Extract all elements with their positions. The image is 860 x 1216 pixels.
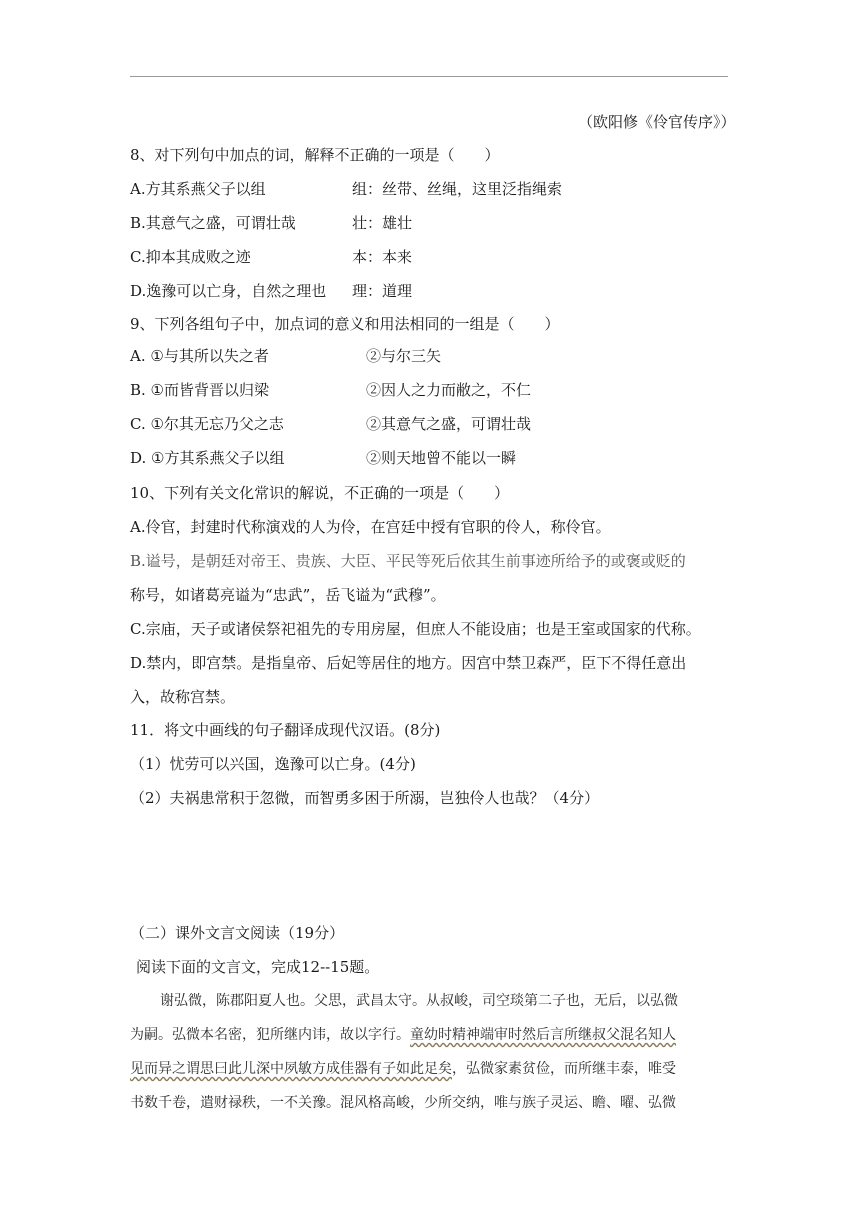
passage-underlined-sentence-end: 见而异之谓思曰此儿深中夙敏方成佳器有子如此足矣 [130,1061,452,1077]
q8-option-a-gloss: 组：丝带、丝绳，这里泛指绳索 [352,180,563,198]
passage-line-3-plain: ，弘微家素贫俭，而所继丰泰，唯受 [452,1061,676,1077]
q10-option-c: C.宗庙，天子或诸侯祭祀祖先的专用房屋，但庶人不能设庙；也是王室或国家的代称。 [130,620,701,638]
q9-option-b-left: B. ①而皆背晋以归梁 [130,381,270,399]
q9-option-c-right: ②其意气之盛，可谓壮哉 [366,415,532,433]
section2-instruction: 阅读下面的文言文，完成12--15题。 [136,958,380,976]
q8-stem: 8、对下列句中加点的词，解释不正确的一项是（ ） [130,146,500,164]
q8-option-a: A.方其系燕父子以组 [130,180,266,198]
source-citation: （欧阳修《伶官传序》） [578,113,736,131]
q9-option-c-left: C. ①尔其无忘乃父之志 [130,415,284,433]
q10-option-a: A.伶官，封建时代称演戏的人为伶，在宫廷中授有官职的伶人，称伶官。 [130,518,611,536]
q10-option-d-line2: 入，故称宫禁。 [130,688,236,706]
q10-option-d-line1: D.禁内，即宫禁。是指皇帝、后妃等居住的地方。因宫中禁卫森严，臣下不得任意出 [130,654,687,672]
section2-heading: （二）课外文言文阅读（19分） [130,924,345,942]
q11-stem: 11．将文中画线的句子翻译成现代汉语。(8分) [130,721,441,739]
q10-option-b-line1: B.谥号，是朝廷对帝王、贵族、大臣、平民等死后依其生前事迹所给予的或褒或贬的 [130,552,686,570]
q8-option-d: D.逸豫可以亡身，自然之理也 [130,282,327,300]
q8-option-c: C.抑本其成败之迹 [130,248,251,266]
q9-option-d-right: ②则天地曾不能以一瞬 [366,449,517,467]
q11-part2: （2）夫祸患常积于忽微，而智勇多困于所溺，岂独伶人也哉？（4分） [130,789,600,807]
q9-option-b-right: ②因人之力而敝之，不仁 [366,381,532,399]
passage-line-2-plain: 为嗣。弘微本名密，犯所继内讳，故以字行。 [130,1027,410,1043]
q9-option-d-left: D. ①方其系燕父子以组 [130,449,285,467]
passage-line-1: 谢弘微，陈郡阳夏人也。父思，武昌太守。从叔峻，司空琰第二子也，无后，以弘微 [160,993,678,1009]
q8-option-c-gloss: 本：本来 [352,248,413,266]
q10-stem: 10、下列有关文化常识的解说，不正确的一项是（ ） [130,484,510,502]
passage-line-2 [130,1025,676,1045]
passage-line-4: 书数千卷，遣财禄秩，一不关豫。混风格高峻，少所交纳，唯与族子灵运、瞻、曜、弘微 [130,1095,676,1111]
q8-option-b-gloss: 壮：雄壮 [352,214,413,232]
q8-option-b: B.其意气之盛，可谓壮哉 [130,214,296,232]
passage-line-3 [130,1059,676,1079]
q10-option-b-line2: 称号，如诸葛亮谥为“忠武”，岳飞谥为“武穆”。 [130,586,446,604]
q9-option-a-right: ②与尔三矢 [366,347,442,365]
q9-stem: 9、下列各组句子中，加点词的意义和用法相同的一组是（ ） [130,315,560,333]
passage-underlined-sentence-start: 童幼时精神端审时然后言所继叔父混名知人 [410,1027,676,1043]
q9-option-a-left: A. ①与其所以失之者 [130,347,269,365]
header-rule [130,76,728,77]
q11-part1: （1）忧劳可以兴国，逸豫可以亡身。(4分) [130,755,416,773]
q8-option-d-gloss: 理：道理 [352,282,413,300]
